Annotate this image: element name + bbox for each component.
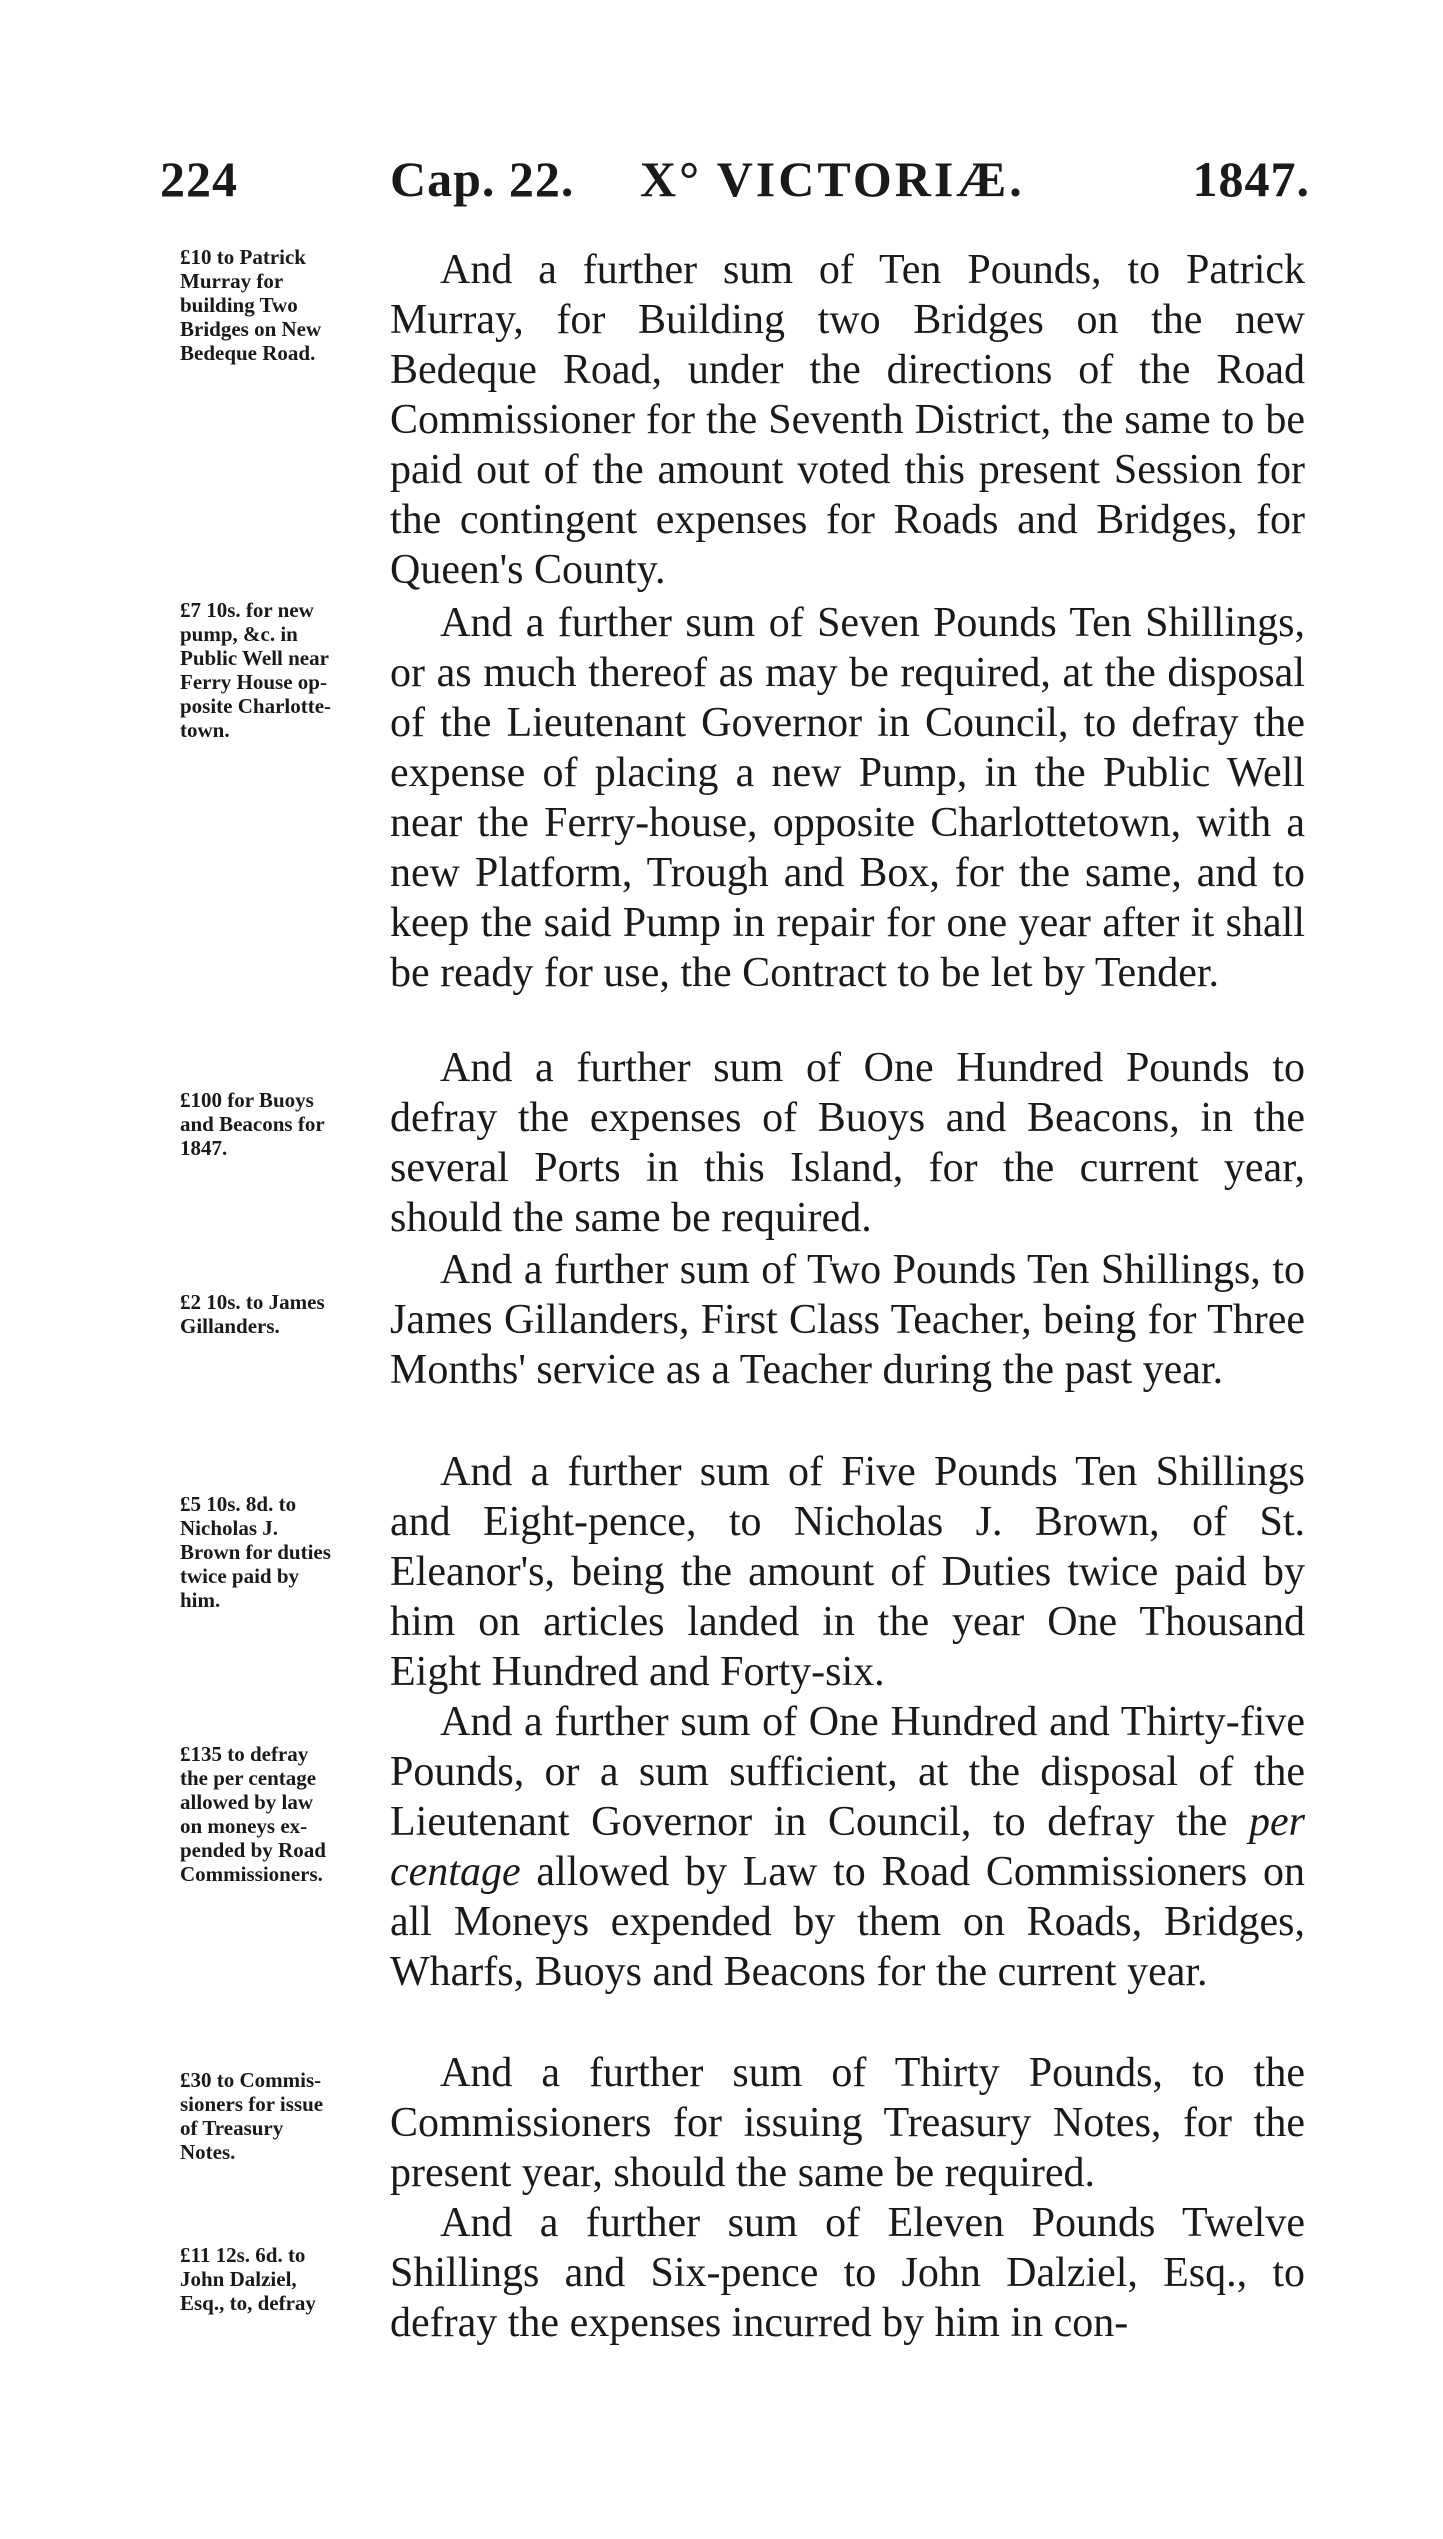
header-title: X° VICTORIÆ. [640, 151, 1025, 207]
margin-note: £5 10s. 8d. to Nicholas J. Brown for duties twice paid by him. [180, 1492, 331, 1612]
entry-paragraph: And a further sum of Eleven Pounds Twelve Shillings and Six-pence to John Dalziel, Esq., to defray the expenses incurred by him in con- [390, 2200, 1305, 2346]
margin-note: £30 to Commis- sioners for issue of Treasury Notes. [180, 2068, 324, 2164]
entry-paragraph: And a further sum of Seven Pounds Ten Shillings, or as much thereof as may be required, at the disposal of the Lieutenant Governor in Council, to defray the expense of placing a new Pump, in the Public Well near the Ferry-house, opposite Charlottetown, with a new Platform, Trough and Box, for the same, and to keep the said Pump in repair for one year after it shall be ready for use, the Contract to be let by Tender. [390, 600, 1305, 996]
running-header [160, 150, 1310, 220]
entry-paragraph: And a further sum of Ten Pounds, to Patrick Murray, for Building two Bridges on the new Bedeque Road, under the directions of the Road Commissioner for the Seventh District, the same to be paid out of the amount voted this present Session for the contingent expenses for Roads and Bridges, for Queen's County. [390, 247, 1305, 593]
entry-paragraph: And a further sum of One Hundred Pounds to defray the expenses of Buoys and Beacons, in the several Ports in this Island, for the current year, should the same be required. [390, 1045, 1305, 1241]
margin-note: £7 10s. for new pump, &c. in Public Well near Ferry House op- posite Charlotte- town. [180, 598, 332, 742]
page-number: 224 [160, 151, 238, 207]
entry-paragraph: And a further sum of Two Pounds Ten Shillings, to James Gillanders, First Class Teacher, being for Three Months' service as a Teacher during the past year. [390, 1247, 1305, 1393]
chapter-number: Cap. 22. [390, 151, 575, 207]
margin-note: £11 12s. 6d. to John Dalziel, Esq., to, defray [180, 2243, 316, 2315]
margin-note: £10 to Patrick Murray for building Two Bridges on New Bedeque Road. [180, 245, 322, 365]
margin-note: £135 to defray the per centage allowed by law on moneys ex- pended by Road Commissioners. [180, 1742, 326, 1886]
margin-note: £100 for Buoys and Beacons for 1847. [180, 1088, 325, 1160]
entry-paragraph: And a further sum of Thirty Pounds, to the Commissioners for issuing Treasury Notes, for the present year, should the same be required. [390, 2050, 1305, 2196]
entry-paragraph: And a further sum of One Hundred and Thirty-five Pounds, or a sum sufficient, at the disposal of the Lieutenant Governor in Council, to defray the per centage allowed by Law to Road Commissioners on all Moneys expended by them on Roads, Bridges, Wharfs, Buoys and Beacons for the current year. [390, 1699, 1305, 1995]
header-year: 1847. [1192, 151, 1310, 207]
italic-phrase: per centage [390, 1799, 1305, 1895]
margin-note: £2 10s. to James Gillanders. [180, 1290, 325, 1338]
entry-paragraph: And a further sum of Five Pounds Ten Shillings and Eight-pence, to Nicholas J. Brown, of St. Eleanor's, being the amount of Duties twice paid by him on articles landed in the year One Thousand Eight Hundred and Forty-six. [390, 1449, 1305, 1695]
